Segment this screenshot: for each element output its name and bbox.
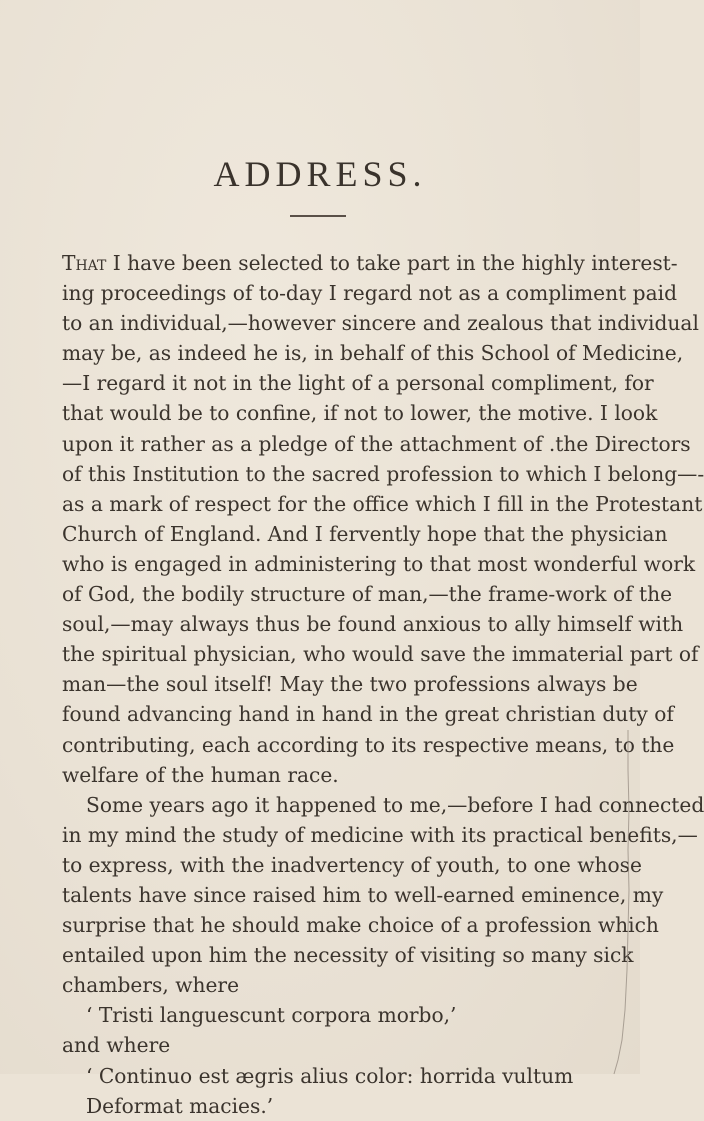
- text-line: welfare of the human race.: [62, 762, 339, 787]
- text-line: contributing, each according to its respective means, to the: [62, 732, 675, 757]
- body-text: [62, 248, 704, 1121]
- text-line: Some years ago it happened to me,—before I had connected: [86, 792, 704, 817]
- text-line: in my mind the study of medicine with its practical benefits,—: [62, 822, 698, 847]
- opening-word: That: [62, 251, 107, 275]
- text-line: That I have been selected to take part in the highly interest-: [62, 251, 678, 275]
- text-line: as a mark of respect for the office which I fill in the Protestant: [62, 491, 703, 516]
- text-line: upon it rather as a pledge of the attachment of .the Directors: [62, 431, 691, 456]
- text-line: to an individual,—however sincere and zealous that individual: [62, 311, 699, 336]
- text-line: of God, the bodily structure of man,—the frame-work of the: [62, 582, 673, 607]
- text-line: ing proceedings of to-day I regard not as a compliment paid: [62, 281, 677, 306]
- text-line: surprise that he should make choice of a profession which: [62, 913, 659, 938]
- quotation-line: ‘ Tristi languescunt corpora morbo,’: [86, 1003, 457, 1028]
- text-line: of this Institution to the sacred profession to which I belong—-: [62, 461, 704, 486]
- quotation-line: Deformat macies.’: [86, 1093, 274, 1118]
- text-line: man—the soul itself! May the two professions always be: [62, 672, 638, 697]
- text-line: and where: [62, 1033, 171, 1058]
- text-line: entailed upon him the necessity of visiting so many sick: [62, 943, 634, 968]
- text-line: soul,—may always thus be found anxious to ally himself with: [62, 612, 684, 637]
- text-line: to express, with the inadvertency of youth, to one whose: [62, 852, 642, 877]
- title-rule: [290, 215, 346, 217]
- text-line: Church of England. And I fervently hope that the physician: [62, 521, 668, 546]
- page-title: ADDRESS.: [213, 154, 427, 194]
- text-line: found advancing hand in hand in the great christian duty of: [62, 702, 674, 727]
- text-line: who is engaged in administering to that most wonderful work: [62, 551, 696, 576]
- text-line: talents have since raised him to well-earned eminence, my: [62, 882, 664, 907]
- text-line: may be, as indeed he is, in behalf of this School of Medicine,: [62, 341, 684, 366]
- text-line: that would be to confine, if not to lower, the motive. I look: [62, 401, 658, 426]
- text-line: —I regard it not in the light of a personal compliment, for: [62, 371, 654, 396]
- page-edge-crease: [604, 730, 634, 1074]
- text-line: the spiritual physician, who would save the immaterial part of: [62, 642, 699, 667]
- text-line: chambers, where: [62, 973, 240, 998]
- quotation-line: ‘ Continuo est ægris alius color: horrida vultum: [86, 1063, 574, 1088]
